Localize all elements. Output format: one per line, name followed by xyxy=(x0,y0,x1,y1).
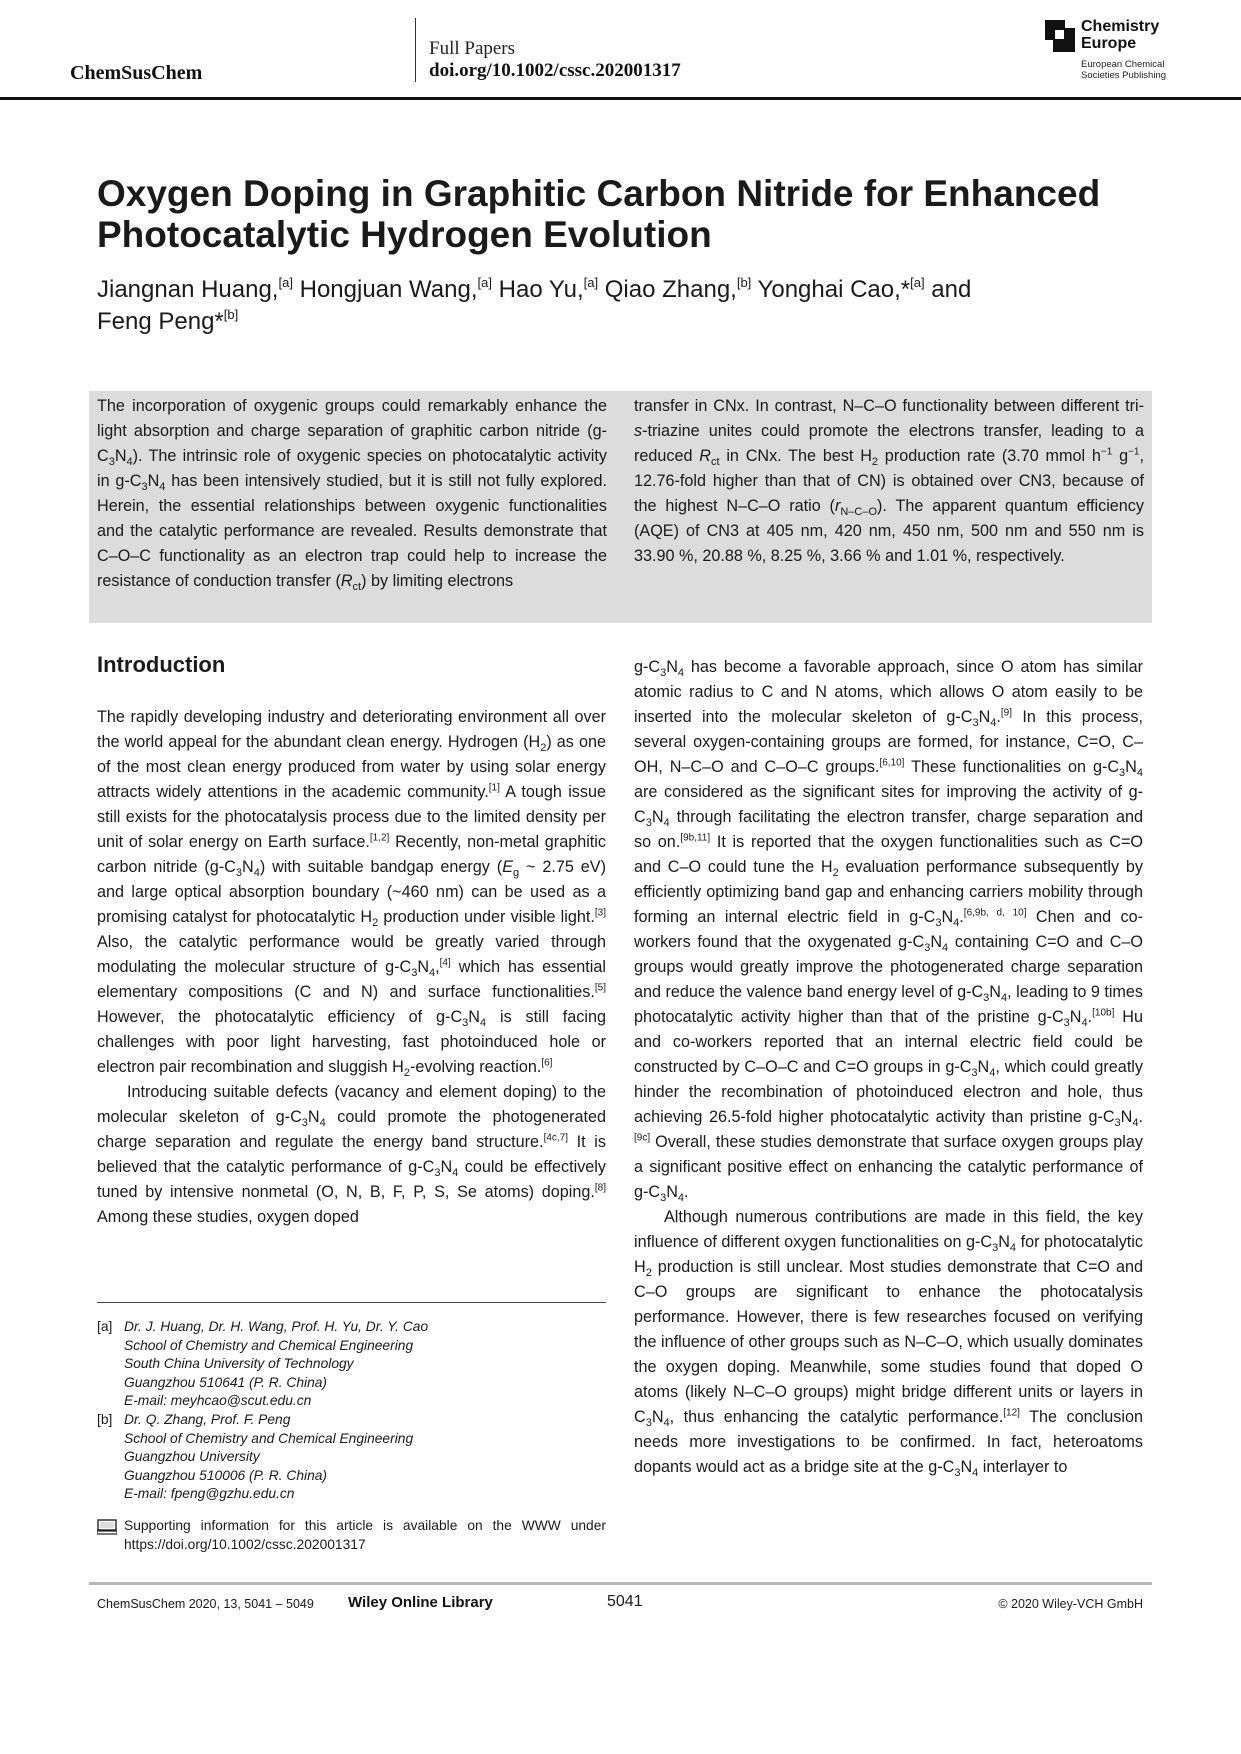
supporting-info-note xyxy=(97,1517,606,1554)
affiliation-line: Guangzhou 510006 (P. R. China) xyxy=(124,1467,328,1483)
affiliation-line: School of Chemistry and Chemical Engineering xyxy=(124,1337,414,1353)
affiliation-line: Dr. J. Huang, Dr. H. Wang, Prof. H. Yu, Dr. Y. Cao xyxy=(124,1319,429,1334)
copyright-notice: © 2020 Wiley-VCH GmbH xyxy=(998,1597,1143,1611)
abstract-box xyxy=(89,391,1152,623)
affiliation-footnotes xyxy=(97,1318,606,1504)
chemistry-europe-logo xyxy=(1045,16,1185,82)
author-list: Jiangnan Huang,[a] Hongjuan Wang,[a] Hao Yu,[a] Qiao Zhang,[b] Yonghai Cao,*[a] and Feng Peng*[b] xyxy=(97,275,972,335)
paragraph: Although numerous contributions are made in this field, the key influence of different oxygen functionalities on $g-C_3N_4$ for photocatalytic $H_2$ production is still unclear. Most studies demonstrate that C=O and C–O groups are significant to enhance the photocatalysis performance. However, there is few researches focused on verifying the influence of other groups such as N–C–O, which usually dominates the oxygen doping. Meanwhile, some studies found that doped O atoms (likely N–C–O groups) might bridge different units or layers in $C_3N_4$, thus enhancing the catalytic performance.[12] The conclusion needs more investigations to be confirmed. In fact, heteroatoms dopants would act as a bridge site at the $g-C_3N_4$ interlayer to xyxy=(634,1208,1143,1480)
affiliation-line: Guangzhou University xyxy=(124,1449,260,1465)
affiliation-a xyxy=(97,1318,606,1411)
paragraph: $g-C_3N_4$ has become a favorable approach, since O atom has similar atomic radius to C and N atoms, which allows O atom easily to be inserted into the molecular skeleton of $g-C_3N_4.[9]$ In this process, several oxygen-containing groups are formed, for instance, C=O, C–OH, N–C–O and C–O–C groups.[6,10] These functionalities on $g-C_3N_4$ are considered as the significant sites for improving the activity of $g-C_3N_4$ through facilitating the electron transfer, charge separation and so on.[9b,11] It is reported that the oxygen functionalities such as C=O and C–O could tune the $H_2$ evaluation performance subsequently by efficiently optimizing band gap and enhancing carriers mobility through forming an internal electric field in $g-C_3N_4.[6,9b, d, 10]$ Chen and co-workers found that the oxygenated $g-C_3N_4$ containing C=O and C–O groups would greatly improve the photogenerated charge separation and reduce the valence band energy level of $g-C_3N_4$, leading to 9 times photocatalytic activity higher than that of the pristine $g-C_3N_4.[10b]$ Hu and co-workers reported that an internal electric field could be constructed by C–O–C and C=O groups in $g-C_3N_4$, which could greatly hinder the recombination of photoinduced electron and hole, thus achieving 26.5-fold higher photocatalytic activity than pristine $g-C_3N_4.[9c]$ Overall, these studies demonstrate that surface oxygen groups play a significant positive effect on enhancing the catalytic performance of $g-C_3N_4$. xyxy=(634,658,1144,1205)
section-heading-introduction: Introduction xyxy=(97,652,226,677)
affiliation-tag: [a] xyxy=(97,1319,113,1334)
doi-link[interactable]: doi.org/10.1002/cssc.202001317 xyxy=(429,60,681,81)
affiliation-b xyxy=(97,1411,606,1504)
paper-type: Full Papers xyxy=(429,38,516,59)
footnote-rule xyxy=(97,1302,606,1303)
footer-journal-reference: ChemSusChem 2020, 13, 5041 – 5049 xyxy=(97,1597,314,1611)
footer-library-link[interactable]: Wiley Online Library xyxy=(348,1594,493,1611)
logo-text-europe: Europe xyxy=(1081,35,1137,52)
header-rule xyxy=(0,97,1241,100)
affiliation-email[interactable]: E-mail: fpeng@gzhu.edu.cn xyxy=(124,1486,295,1502)
logo-subtext-2: Societies Publishing xyxy=(1081,70,1167,81)
body-right-column xyxy=(634,655,1143,1480)
paragraph: Introducing suitable defects (vacancy and element doping) to the molecular skeleton of $g-C_3N_4$ could promote the photogenerated charge separation and regulate the energy band structure.[4c,7] It is believed that the catalytic performance of $g-C_3N_4$ could be effectively tuned by intensive nonmetal (O, N, B, F, P, S, Se atoms) doping.[8] Among these studies, oxygen doped xyxy=(97,1083,606,1226)
affiliation-line: Guangzhou 510641 (P. R. China) xyxy=(124,1374,328,1390)
page-number: 5041 xyxy=(607,1593,643,1610)
paragraph: The rapidly developing industry and deteriorating environment all over the world appeal for the abundant clean energy. Hydrogen $(H_2)$ as one of the most clean energy produced from water by using solar energy attracts widely attentions in the academic community.[1] A tough issue still exists for the photocatalysis process due to the limited density per unit of solar energy on Earth surface.[1,2] Recently, non-metal graphitic carbon nitride $(g-C_3N_4)$ with suitable bandgap energy ($E_g$ ~ 2.75 eV) and large optical absorption boundary (~460 nm) can be used as a promising catalyst for photocatalytic $H_2$ production under visible light.[3] Also, the catalytic performance would be greatly varied through modulating the molecular structure of $g-C_3N_4,[4]$ which has essential elementary compositions (C and N) and surface functionalities.[5] However, the photocatalytic efficiency of $g-C_3N_4$ is still facing challenges with poor light harvesting, fast photoinduced hole or electron pair recombination and sluggish $H_2$-evolving reaction.[6] xyxy=(97,708,607,1080)
logo-text-chemistry: Chemistry xyxy=(1081,18,1160,35)
logo-subtext-1: European Chemical xyxy=(1081,59,1165,70)
abstract-left-column: The incorporation of oxygenic groups could remarkably enhance the light absorption and charge separation of graphitic carbon nitride $(g-C_3N_4)$. The intrinsic role of oxygenic species on photocatalytic activity in $g-C_3N_4$ has been intensively studied, but it is still not fully explored. Herein, the essential relationships between oxygenic functionalities and the catalytic performance are revealed. Results demonstrate that C–O–C functionality as an electron trap could help to increase the resistance of conduction transfer $(R_{ct})$ by limiting electrons xyxy=(97,397,607,594)
header-divider xyxy=(415,18,416,82)
affiliation-line: Dr. Q. Zhang, Prof. F. Peng xyxy=(124,1411,291,1427)
article-title xyxy=(97,173,1157,255)
computer-icon xyxy=(97,1519,117,1535)
abstract-right-column: transfer in CNx. In contrast, N–C–O functionality between different tri-s-triazine unites could promote the electrons transfer, leading to a reduced $R_{ct}$ in CNx. The best $H_2$ production rate (3.70 mmol $h^{-1}$ $g^{-1}$, 12.76-fold higher than that of CN) is obtained over CN3, because of the highest N–C–O ratio $(r_{N-C-O})$. The apparent quantum efficiency (AQE) of CN3 at 405 nm, 420 nm, 450 nm, 500 nm and 550 nm is 33.90 %, 20.88 %, 8.25 %, 3.66 % and 1.01 %, respectively. xyxy=(634,397,1144,565)
title-line-1: Oxygen Doping in Graphitic Carbon Nitride for Enhanced xyxy=(97,173,1101,214)
body-left-column xyxy=(97,705,606,1230)
affiliation-line: South China University of Technology xyxy=(124,1356,354,1372)
footer-rule xyxy=(89,1582,1152,1585)
publisher-logo-icon xyxy=(1045,20,1075,52)
affiliation-tag: [b] xyxy=(97,1411,113,1427)
supporting-info-text[interactable]: Supporting information for this article is available on the WWW under https://doi.org/10.1002/cssc.202001317 xyxy=(124,1518,606,1552)
journal-name: ChemSusChem xyxy=(70,62,203,84)
affiliation-email[interactable]: E-mail: meyhcao@scut.edu.cn xyxy=(124,1393,312,1409)
affiliation-line: School of Chemistry and Chemical Engineering xyxy=(124,1430,414,1446)
title-line-2: Photocatalytic Hydrogen Evolution xyxy=(97,214,712,255)
